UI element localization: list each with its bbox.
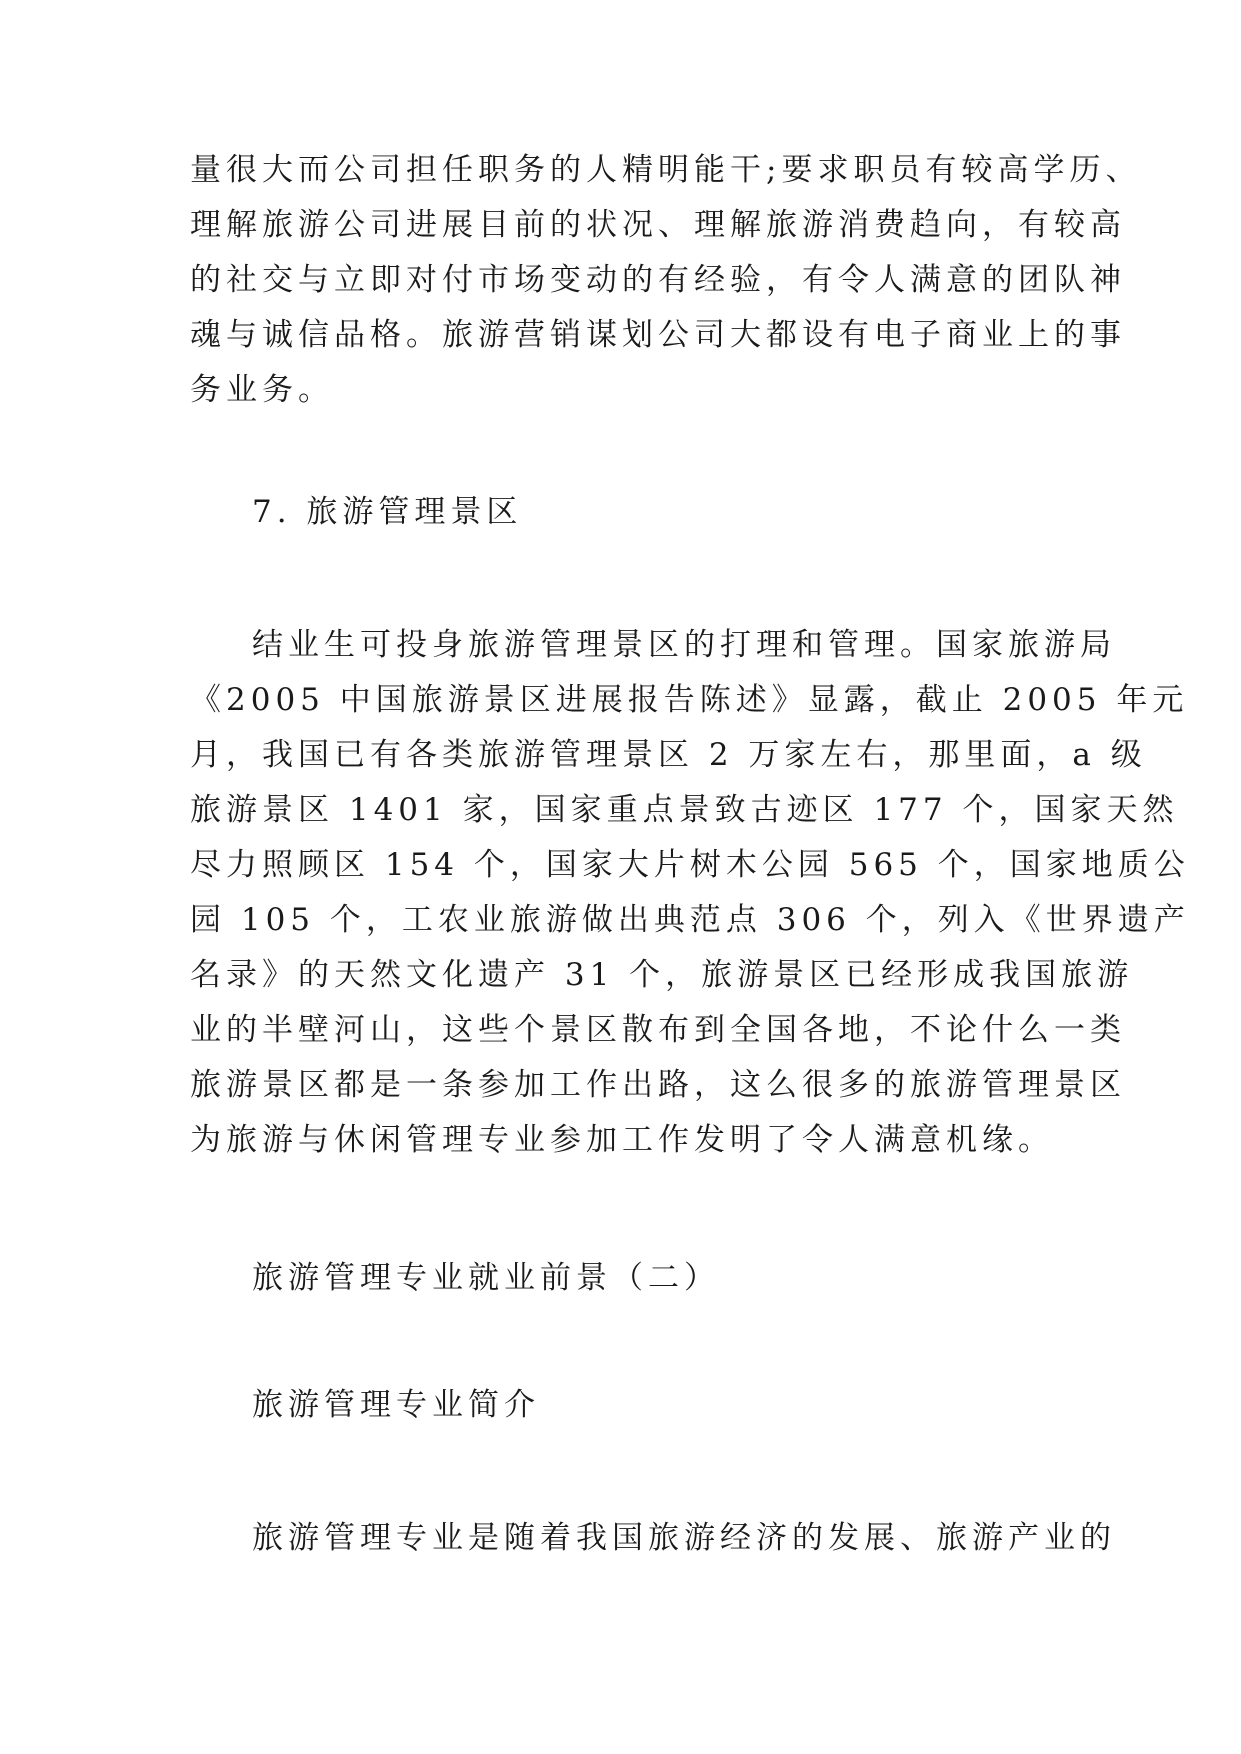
paragraph-1-line-4: 魂与诚信品格。旅游营销谋划公司大都设有电子商业上的事 (190, 317, 1126, 353)
paragraph-2-line-6: 园 105 个，工农业旅游做出典范点 306 个，列入《世界遗产 (190, 902, 1190, 938)
section-heading-7: 7. 旅游管理景区 (252, 494, 523, 530)
paragraph-2-line-1: 结业生可投身旅游管理景区的打理和管理。国家旅游局 (252, 627, 1116, 663)
paragraph-1-line-1: 量很大而公司担任职务的人精明能干;要求职员有较高学历、 (190, 152, 1142, 188)
paragraph-2-line-10: 为旅游与休闲管理专业参加工作发明了令人满意机缘。 (190, 1122, 1054, 1158)
paragraph-2-line-3: 月，我国已有各类旅游管理景区 2 万家左右，那里面，a 级 (190, 737, 1147, 773)
paragraph-2-line-2: 《2005 中国旅游景区进展报告陈述》显露，截止 2005 年元 (190, 682, 1189, 718)
paragraph-2-line-4: 旅游景区 1401 家，国家重点景致古迹区 177 个，国家天然 (190, 792, 1179, 828)
paragraph-2-line-8: 业的半壁河山，这些个景区散布到全国各地，不论什么一类 (190, 1012, 1126, 1048)
paragraph-3-line-1: 旅游管理专业是随着我国旅游经济的发展、旅游产业的 (252, 1520, 1116, 1556)
paragraph-2-line-9: 旅游景区都是一条参加工作出路，这么很多的旅游管理景区 (190, 1067, 1126, 1103)
section-heading-major-intro: 旅游管理专业简介 (252, 1387, 540, 1423)
paragraph-2-line-7: 名录》的天然文化遗产 31 个，旅游景区已经形成我国旅游 (190, 957, 1134, 993)
paragraph-1-line-2: 理解旅游公司进展目前的状况、理解旅游消费趋向，有较高 (190, 207, 1126, 243)
paragraph-1-line-5: 务业务。 (190, 372, 334, 408)
paragraph-2-line-5: 尽力照顾区 154 个，国家大片树木公园 565 个，国家地质公 (190, 847, 1190, 883)
paragraph-1-line-3: 的社交与立即对付市场变动的有经验，有令人满意的团队神 (190, 262, 1126, 298)
section-heading-employment-prospects: 旅游管理专业就业前景（二） (252, 1260, 720, 1296)
